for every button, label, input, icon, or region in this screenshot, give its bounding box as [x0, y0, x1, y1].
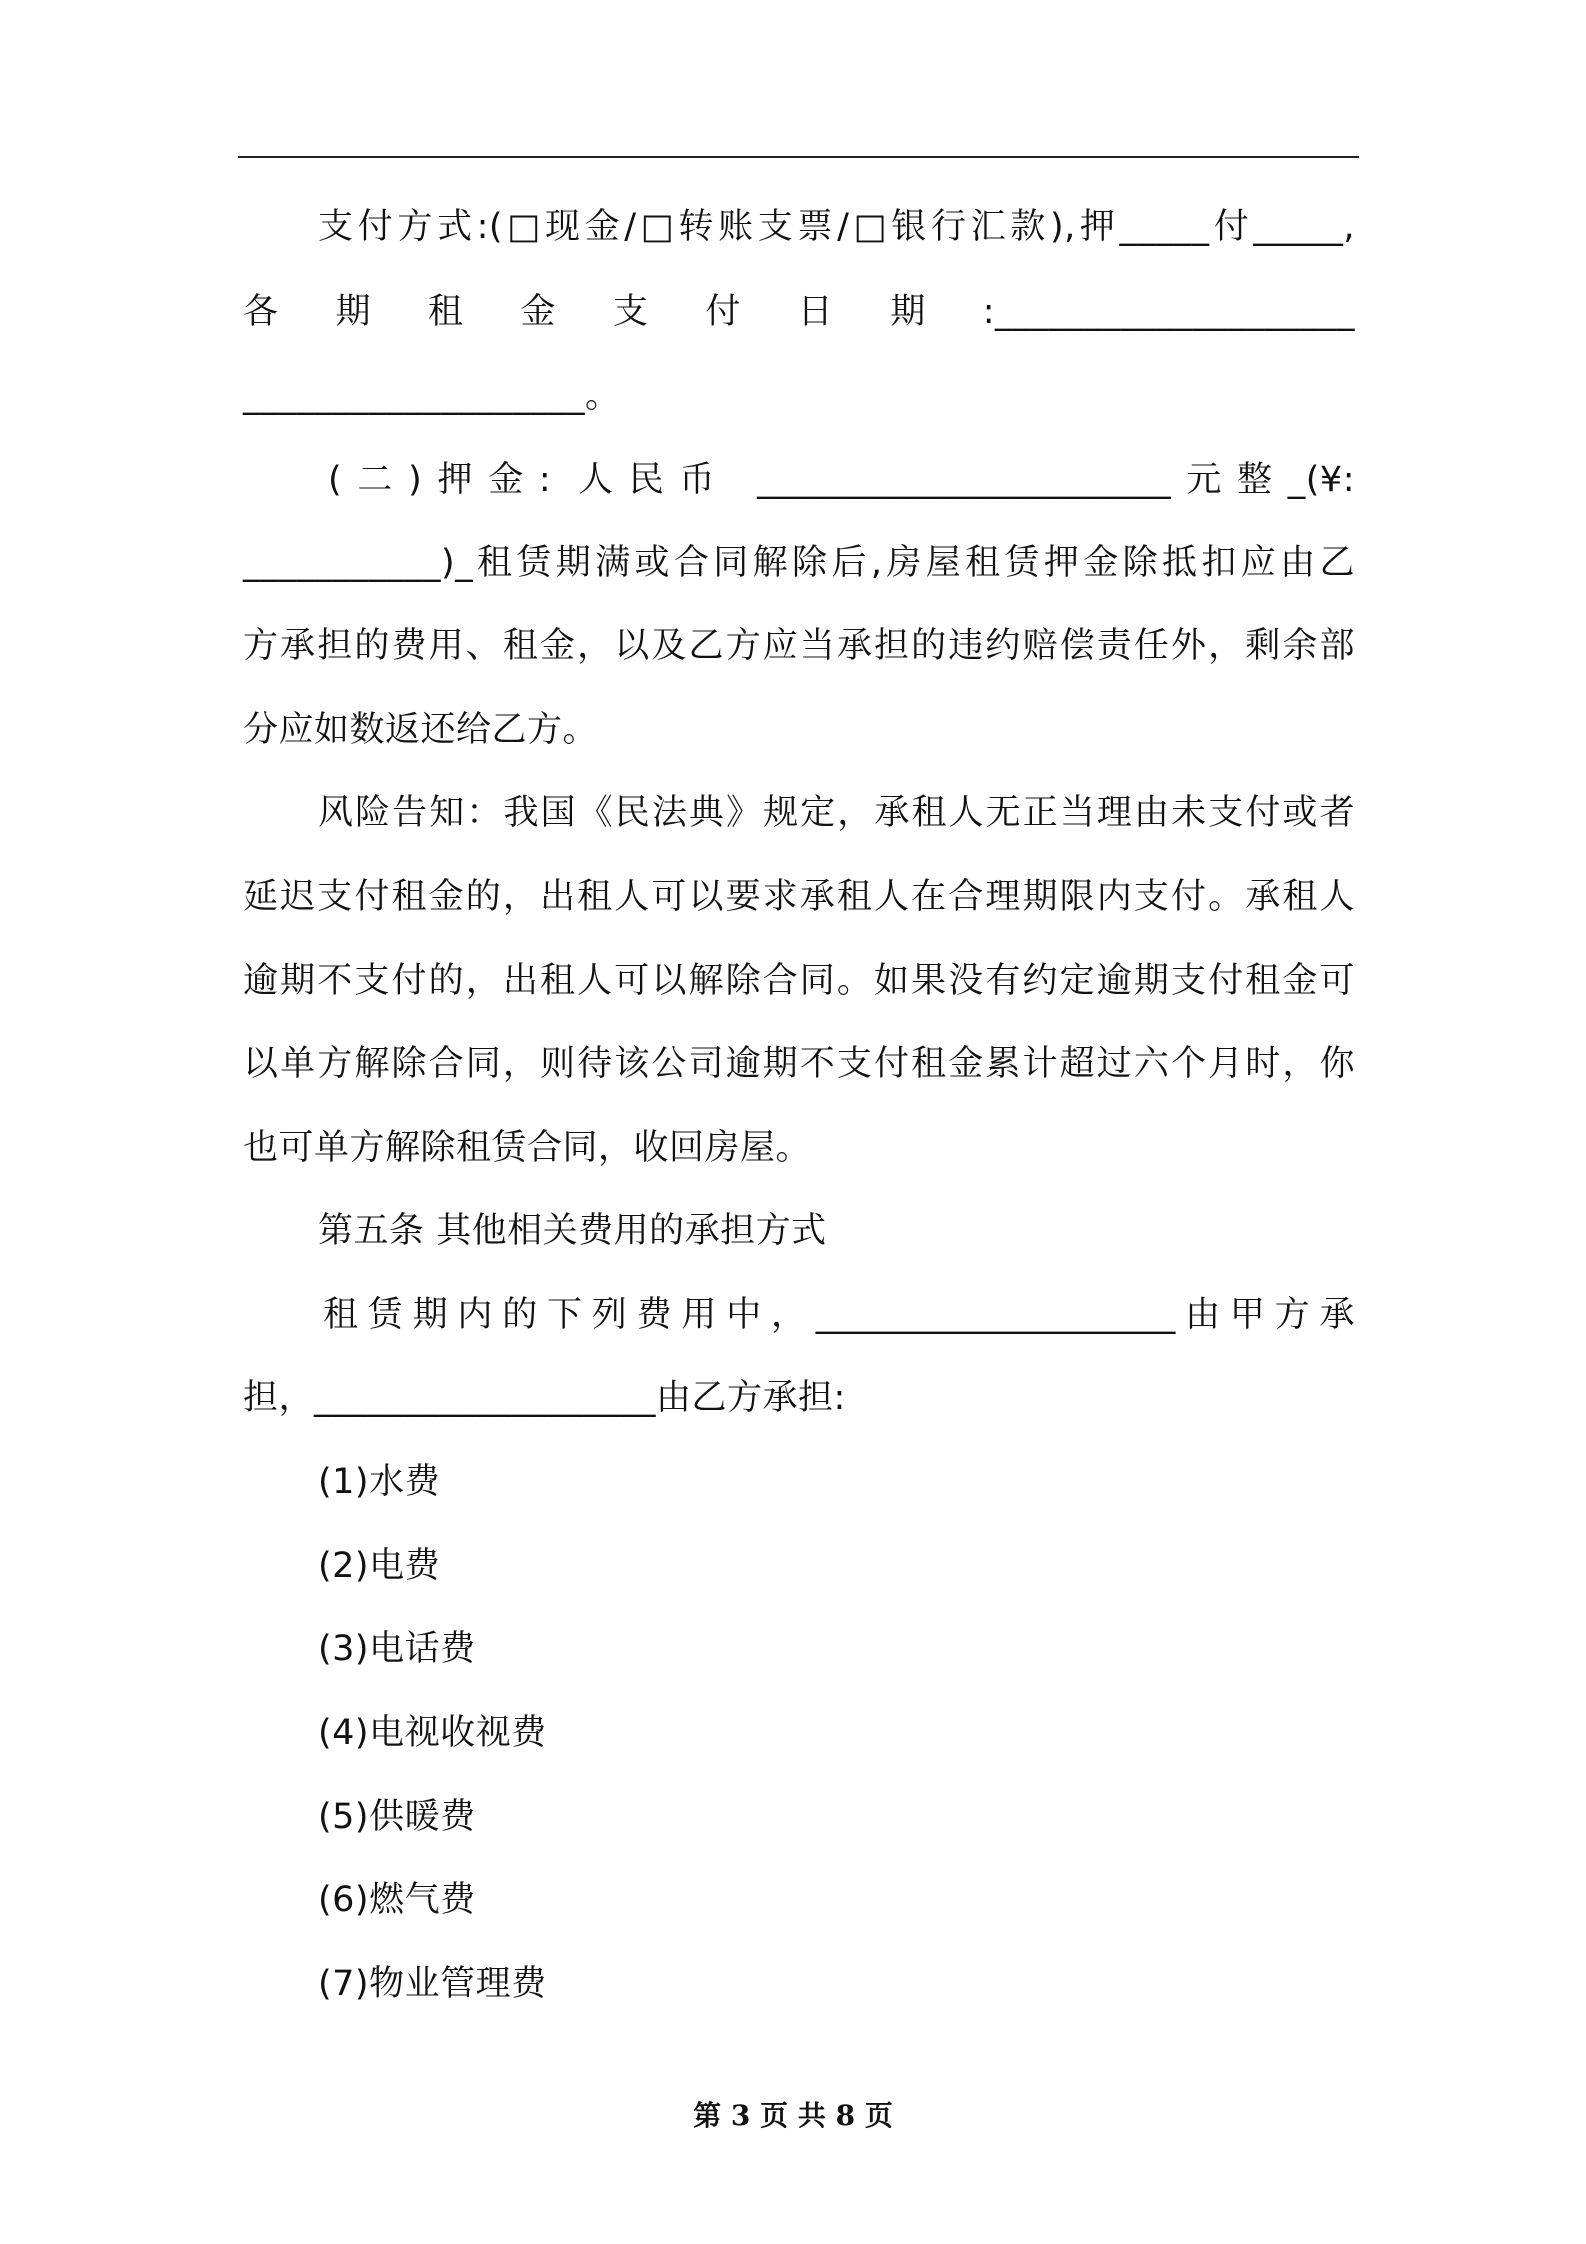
deposit-text-line-2: 方承担的费用、租金，以及乙方应当承担的违约赔偿责任外，剩余部 [243, 626, 1355, 666]
deposit-text-line-3: 分应如数返还给乙方。 [243, 710, 599, 750]
article-five-heading: 第五条 其他相关费用的承担方式 [318, 1211, 827, 1251]
fee-item-electricity: (2)电费 [318, 1546, 441, 1586]
fees-line-1: 租赁期内的下列费用中，____________________由甲方承 [323, 1295, 1355, 1335]
fee-item-water: (1)水费 [318, 1462, 441, 1502]
payment-date-continuation: ___________________。 [243, 376, 621, 416]
fee-item-tv: (4)电视收视费 [318, 1713, 547, 1753]
risk-notice-line-3: 逾期不支付的，出租人可以解除合同。如果没有约定逾期支付租金可 [243, 961, 1355, 1001]
deposit-line: (二)押金: 人民币 _______________________元整_(¥: [328, 460, 1355, 500]
fees-line-2: 担，___________________由乙方承担: [243, 1378, 846, 1418]
risk-notice-line-4: 以单方解除合同，则待该公司逾期不支付租金累计超过六个月时，你 [243, 1044, 1355, 1084]
fee-item-telephone: (3)电话费 [318, 1629, 476, 1669]
fee-item-property-management: (7)物业管理费 [318, 1964, 547, 2004]
header-rule [238, 156, 1359, 158]
fee-item-gas: (6)燃气费 [318, 1880, 476, 1920]
page-number-footer: 第 3 页 共 8 页 [693, 2099, 893, 2132]
risk-notice-line-5: 也可单方解除租赁合同，收回房屋。 [243, 1128, 812, 1168]
fee-item-heating: (5)供暖费 [318, 1797, 476, 1837]
payment-date-line: 各 期 租 金 支 付 日 期 :____________________ [243, 292, 1355, 332]
deposit-text-line-1: ___________)_租赁期满或合同解除后,房屋租赁押金除抵扣应由乙 [243, 543, 1355, 583]
risk-notice-line-2: 延迟支付租金的，出租人可以要求承租人在合理期限内支付。承租人 [243, 877, 1355, 917]
payment-method-line: 支付方式:(□现金/□转账支票/□银行汇款),押_____付_____, [318, 207, 1355, 247]
risk-notice-line-1: 风险告知：我国《民法典》规定，承租人无正当理由未支付或者 [318, 793, 1355, 833]
